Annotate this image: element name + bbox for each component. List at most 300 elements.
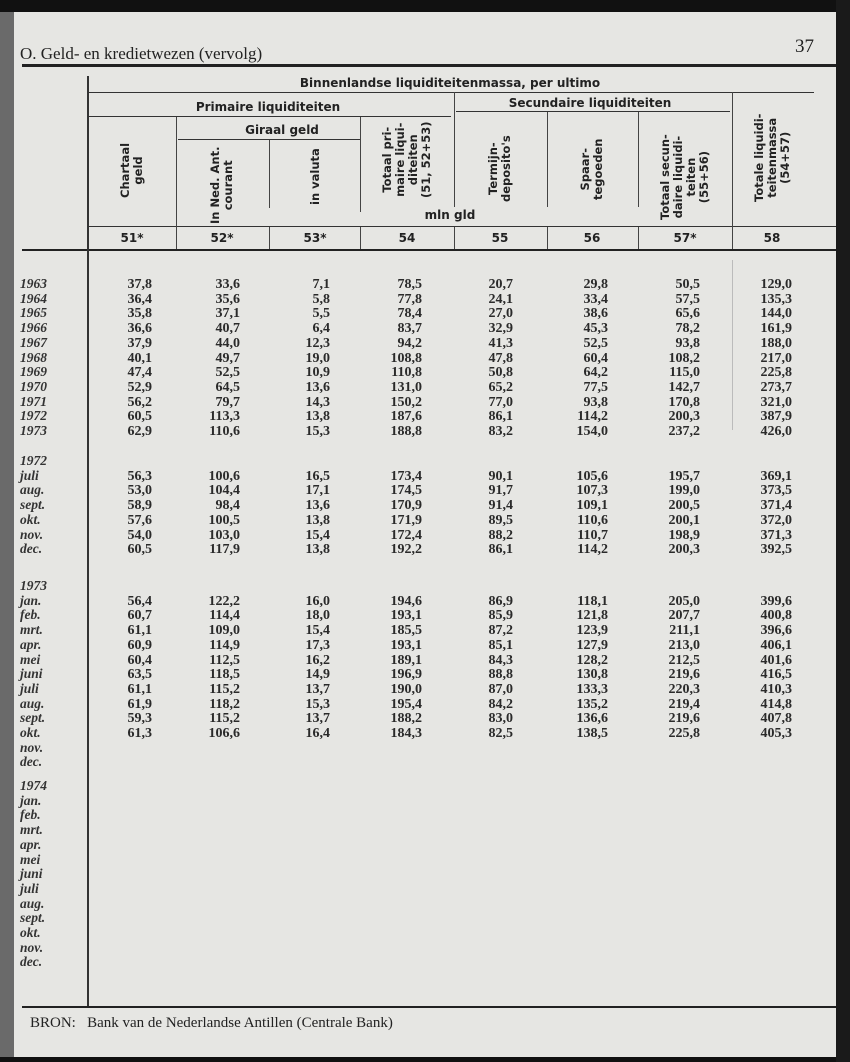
- cell-col-56: 110,7: [577, 527, 608, 543]
- cell-col-53: 13,6: [305, 498, 330, 514]
- cell-col-56: 128,2: [576, 652, 608, 668]
- cell-col-56: 33,4: [583, 291, 608, 307]
- cell-col-53: 5,8: [312, 291, 330, 307]
- cell-col-51: 37,8: [127, 277, 152, 292]
- row-label: mei: [20, 651, 41, 667]
- cell-col-56: 45,3: [583, 321, 608, 337]
- cell-col-55: 83,0: [488, 711, 513, 727]
- rule-under-primary: [88, 116, 451, 117]
- cell-col-58: 161,9: [760, 321, 792, 337]
- cell-col-52: 115,2: [209, 681, 240, 697]
- cell-col-55: 86,1: [488, 542, 513, 558]
- cell-col-58: 414,8: [760, 696, 792, 712]
- row-label: dec.: [20, 954, 43, 970]
- cell-col-57: 198,9: [668, 527, 700, 543]
- cell-col-55: 91,4: [488, 498, 513, 514]
- column-header-58: Totale liquidi- teitenmassa (54+57): [751, 113, 792, 202]
- top-rule: [22, 64, 836, 67]
- cell-col-51: 47,4: [127, 365, 152, 381]
- cell-col-54: 150,2: [390, 394, 422, 410]
- cell-col-56: 60,4: [583, 350, 608, 366]
- cell-col-51: 61,9: [127, 696, 152, 712]
- page-edge-shadow: [836, 0, 850, 1062]
- cell-col-56: 107,3: [576, 483, 608, 499]
- cell-col-53: 5,5: [312, 306, 330, 322]
- row-label: dec.: [20, 541, 43, 557]
- cell-col-56: 38,6: [583, 306, 608, 322]
- cell-col-52: 64,5: [215, 379, 240, 395]
- cell-col-55: 82,5: [488, 726, 513, 741]
- cell-col-53: 16,5: [305, 468, 330, 484]
- cell-col-51: 54,0: [127, 527, 152, 543]
- cell-col-57: 212,5: [668, 652, 700, 668]
- cell-col-51: 62,9: [127, 424, 152, 439]
- cell-col-52: 106,6: [208, 726, 240, 741]
- cell-col-54: 110,8: [391, 365, 422, 381]
- cell-col-52: 118,5: [209, 667, 240, 683]
- cell-col-57: 108,2: [668, 350, 700, 366]
- cell-col-56: 110,6: [577, 512, 608, 528]
- cell-col-55: 90,1: [488, 468, 513, 484]
- column-number: 56: [583, 231, 601, 245]
- cell-col-53: 13,8: [305, 512, 330, 528]
- cell-col-57: 205,0: [668, 593, 700, 609]
- cell-col-55: 83,2: [488, 424, 513, 439]
- source-note: [30, 1015, 393, 1032]
- row-label: juli: [20, 880, 39, 896]
- cell-col-55: 77,0: [488, 394, 513, 410]
- cell-col-54: 192,2: [390, 542, 422, 558]
- cell-col-53: 15,4: [305, 527, 330, 543]
- cell-col-51: 58,9: [127, 498, 152, 514]
- cell-col-57: 78,2: [675, 321, 700, 337]
- column-header-55: Termijn- deposito's: [486, 135, 513, 202]
- cell-col-57: 200,3: [668, 409, 700, 425]
- cell-col-58: 373,5: [760, 483, 792, 499]
- cell-col-52: 49,7: [215, 350, 240, 366]
- col-divider: [454, 227, 455, 249]
- col-divider: [360, 117, 361, 212]
- col-divider: [269, 140, 270, 208]
- row-label: 1970: [20, 378, 47, 394]
- cell-col-52: 44,0: [215, 335, 240, 351]
- cell-col-54: 187,6: [390, 409, 422, 425]
- source-label: BRON:: [30, 1015, 76, 1031]
- cell-col-57: 115,0: [669, 365, 700, 381]
- cell-col-52: 79,7: [215, 394, 240, 410]
- cell-col-51: 57,6: [127, 512, 152, 528]
- cell-col-56: 133,3: [576, 681, 608, 697]
- cell-col-55: 50,8: [488, 365, 513, 381]
- row-label: jan.: [20, 592, 42, 608]
- cell-col-57: 50,5: [675, 277, 700, 292]
- cell-col-51: 60,9: [127, 637, 152, 653]
- cell-col-54: 94,2: [397, 335, 422, 351]
- cell-col-55: 89,5: [488, 512, 513, 528]
- col-divider: [732, 92, 733, 249]
- cell-col-51: 36,4: [127, 291, 152, 307]
- row-label: dec.: [20, 754, 43, 770]
- column-header-51: Chartaal geld: [118, 142, 145, 198]
- cell-col-54: 196,9: [390, 667, 422, 683]
- cell-col-53: 14,9: [305, 667, 330, 683]
- cell-col-53: 13,7: [305, 681, 330, 697]
- cell-col-54: 190,0: [390, 681, 422, 697]
- cell-col-56: 118,1: [577, 593, 608, 609]
- cell-col-57: 199,0: [668, 483, 700, 499]
- cell-col-51: 60,5: [127, 542, 152, 558]
- cell-col-55: 47,8: [488, 350, 513, 366]
- cell-col-54: 172,4: [390, 527, 422, 543]
- cell-col-56: 121,8: [576, 608, 608, 624]
- cell-col-57: 225,8: [668, 726, 700, 741]
- cell-col-55: 85,9: [488, 608, 513, 624]
- cell-col-51: 53,0: [127, 483, 152, 499]
- rule-under-super-header: [88, 92, 814, 93]
- row-label: sept.: [20, 497, 46, 513]
- cell-col-51: 60,7: [127, 608, 152, 624]
- col-divider: [547, 112, 548, 207]
- row-label: mrt.: [20, 822, 43, 838]
- cell-col-55: 32,9: [488, 321, 513, 337]
- row-label: jan.: [20, 792, 42, 808]
- cell-col-53: 15,3: [305, 696, 330, 712]
- cell-col-58: 225,8: [760, 365, 792, 381]
- cell-col-56: 93,8: [583, 394, 608, 410]
- cell-col-56: 105,6: [576, 468, 608, 484]
- cell-col-55: 91,7: [488, 483, 513, 499]
- cell-col-58: 410,3: [760, 681, 792, 697]
- cell-col-52: 112,5: [209, 652, 240, 668]
- cell-col-52: 122,2: [208, 593, 240, 609]
- cell-col-54: 78,4: [397, 306, 422, 322]
- cell-col-58: 129,0: [760, 277, 792, 292]
- cell-col-56: 127,9: [576, 637, 608, 653]
- cell-col-53: 16,4: [305, 726, 330, 741]
- cell-col-51: 59,3: [127, 711, 152, 727]
- row-label: apr.: [20, 836, 42, 852]
- row-label: juni: [20, 866, 43, 882]
- row-label: feb.: [20, 807, 41, 823]
- cell-col-53: 19,0: [305, 350, 330, 366]
- cell-col-54: 184,3: [390, 726, 422, 741]
- cell-col-51: 52,9: [127, 379, 152, 395]
- cell-col-58: 371,3: [760, 527, 792, 543]
- cell-col-57: 170,8: [668, 394, 700, 410]
- cell-col-53: 14,3: [305, 394, 330, 410]
- cell-col-54: 188,8: [390, 424, 422, 439]
- row-label: apr.: [20, 636, 42, 652]
- row-label: okt.: [20, 925, 41, 940]
- cell-col-56: 135,2: [576, 696, 608, 712]
- cell-col-55: 41,3: [488, 335, 513, 351]
- cell-col-52: 98,4: [215, 498, 240, 514]
- cell-col-51: 60,4: [127, 652, 152, 668]
- row-label: juli: [20, 680, 39, 696]
- row-label: feb.: [20, 607, 41, 623]
- cell-col-55: 24,1: [488, 291, 513, 307]
- row-label: sept.: [20, 910, 46, 926]
- cell-col-57: 57,5: [675, 291, 700, 307]
- row-label: 1966: [20, 320, 47, 336]
- cell-col-53: 15,3: [305, 424, 330, 439]
- cell-col-56: 52,5: [583, 335, 608, 351]
- cell-col-54: 171,9: [390, 512, 422, 528]
- cell-col-57: 211,1: [669, 623, 700, 639]
- cell-col-51: 61,1: [127, 623, 152, 639]
- cell-col-54: 131,0: [390, 379, 422, 395]
- cell-col-54: 83,7: [397, 321, 422, 337]
- cell-col-57: 65,6: [675, 306, 700, 322]
- cell-col-54: 188,2: [390, 711, 422, 727]
- cell-col-51: 61,1: [127, 681, 152, 697]
- block-year-label: 1973: [20, 578, 47, 593]
- cell-col-55: 65,2: [488, 379, 513, 395]
- col-divider: [454, 92, 455, 207]
- row-label: aug.: [20, 695, 45, 711]
- cell-col-53: 7,1: [312, 277, 330, 292]
- column-number: 52*: [210, 231, 234, 245]
- cell-col-52: 52,5: [215, 365, 240, 381]
- cell-col-53: 17,3: [305, 637, 330, 653]
- cell-col-52: 109,0: [208, 623, 240, 639]
- cell-col-55: 84,3: [488, 652, 513, 668]
- column-header-54: Totaal pri- maire liqui- diteiten (51, 52+53): [380, 121, 433, 198]
- cell-col-51: 35,8: [127, 306, 152, 322]
- row-label: okt.: [20, 511, 41, 527]
- row-label: nov.: [20, 526, 44, 542]
- secondary-group-header: Secundaire liquiditeiten: [508, 96, 672, 110]
- cell-col-58: 321,0: [760, 394, 792, 410]
- cell-col-58: 188,0: [760, 335, 792, 351]
- row-label: 1971: [20, 393, 47, 409]
- column-header-52: In Ned. Ant. courant: [208, 146, 235, 224]
- cell-col-58: 135,3: [760, 291, 792, 307]
- column-number: 58: [763, 231, 781, 245]
- cell-col-58: 416,5: [760, 667, 792, 683]
- cell-col-54: 108,8: [390, 350, 422, 366]
- cell-col-58: 371,4: [760, 498, 792, 514]
- col-divider: [638, 112, 639, 207]
- cell-col-58: 401,6: [760, 652, 792, 668]
- cell-col-58: 405,3: [760, 726, 792, 741]
- cell-col-52: 37,1: [215, 306, 240, 322]
- cell-col-53: 13,6: [305, 379, 330, 395]
- cell-col-55: 86,9: [488, 593, 513, 609]
- cell-col-52: 103,0: [208, 527, 240, 543]
- cell-col-52: 104,4: [208, 483, 240, 499]
- cell-col-53: 12,3: [305, 335, 330, 351]
- cell-col-52: 113,3: [209, 409, 240, 425]
- cell-col-53: 13,8: [305, 409, 330, 425]
- cell-col-51: 63,5: [127, 667, 152, 683]
- cell-col-55: 87,0: [488, 681, 513, 697]
- row-label: nov.: [20, 939, 44, 955]
- cell-col-58: 369,1: [760, 468, 792, 484]
- cell-col-55: 85,1: [488, 637, 513, 653]
- row-label: 1969: [20, 364, 47, 380]
- primary-group-header: Primaire liquiditeiten: [195, 100, 341, 114]
- row-label: 1972: [20, 408, 47, 424]
- column-number: 53*: [303, 231, 327, 245]
- cell-col-53: 10,9: [305, 365, 330, 381]
- cell-col-51: 61,3: [127, 726, 152, 741]
- cell-col-51: 60,5: [127, 409, 152, 425]
- cell-col-54: 185,5: [390, 623, 422, 639]
- cell-col-58: 217,0: [760, 350, 792, 366]
- column-number: 51*: [120, 231, 144, 245]
- row-label: 1968: [20, 349, 47, 365]
- cell-col-57: 237,2: [668, 424, 700, 439]
- bottom-rule: [22, 1006, 836, 1008]
- cell-col-51: 56,2: [127, 394, 152, 410]
- row-label: 1973: [20, 423, 47, 438]
- cell-col-51: 56,3: [127, 468, 152, 484]
- cell-col-55: 86,1: [488, 409, 513, 425]
- row-label: aug.: [20, 895, 45, 911]
- cell-col-57: 213,0: [668, 637, 700, 653]
- cell-col-58: 392,5: [760, 542, 792, 558]
- cell-col-54: 77,8: [397, 291, 422, 307]
- row-label: nov.: [20, 739, 44, 755]
- cell-col-58: 144,0: [760, 306, 792, 322]
- cell-col-56: 136,6: [576, 711, 608, 727]
- cell-col-53: 16,0: [305, 593, 330, 609]
- cell-col-57: 219,6: [668, 711, 700, 727]
- rule-below-colnums: [22, 249, 836, 251]
- cell-col-57: 207,7: [668, 608, 700, 624]
- cell-col-53: 17,1: [305, 483, 330, 499]
- col-divider: [360, 227, 361, 249]
- cell-col-54: 193,1: [390, 608, 422, 624]
- cell-col-57: 200,1: [668, 512, 700, 528]
- row-label: juni: [20, 666, 43, 682]
- cell-col-55: 88,2: [488, 527, 513, 543]
- page-number: 37: [795, 36, 814, 57]
- cell-col-53: 13,8: [305, 542, 330, 558]
- rule-under-secondary: [456, 111, 730, 112]
- cell-col-54: 189,1: [390, 652, 422, 668]
- column-header-57: Totaal secun- daire liquidi- teiten (55+56): [658, 134, 711, 220]
- cell-col-58: 396,6: [760, 623, 792, 639]
- cell-col-52: 110,6: [209, 424, 240, 439]
- row-label: 1965: [20, 305, 47, 321]
- super-header: Binnenlandse liquiditeitenmassa, per ultimo: [299, 76, 601, 90]
- cell-col-53: 18,0: [305, 608, 330, 624]
- cell-col-56: 77,5: [583, 379, 608, 395]
- rule-above-colnums: [88, 226, 836, 227]
- cell-col-51: 36,6: [127, 321, 152, 337]
- cell-col-55: 20,7: [488, 277, 513, 292]
- row-label: 1964: [20, 290, 47, 306]
- cell-col-52: 35,6: [215, 291, 240, 307]
- cell-col-54: 194,6: [390, 593, 422, 609]
- row-label: mei: [20, 851, 41, 867]
- cell-col-56: 114,2: [577, 409, 608, 425]
- cell-col-52: 118,2: [209, 696, 240, 712]
- block-year-label: 1974: [20, 778, 47, 793]
- cell-col-52: 100,5: [208, 512, 240, 528]
- source-text: Bank van de Nederlandse Antillen (Centrale Bank): [87, 1015, 393, 1031]
- cell-col-56: 109,1: [576, 498, 608, 514]
- row-label: sept.: [20, 710, 46, 726]
- cell-col-57: 200,3: [668, 542, 700, 558]
- cell-col-57: 219,6: [668, 667, 700, 683]
- column-number: 57*: [673, 231, 697, 245]
- cell-col-51: 40,1: [127, 350, 152, 366]
- cell-col-58: 372,0: [760, 512, 792, 528]
- cell-col-57: 93,8: [675, 335, 700, 351]
- cell-col-58: 406,1: [760, 637, 792, 653]
- cell-col-56: 29,8: [583, 277, 608, 292]
- row-label: mrt.: [20, 622, 43, 638]
- cell-col-54: 195,4: [390, 696, 422, 712]
- cell-col-52: 33,6: [215, 277, 240, 292]
- cell-col-56: 123,9: [576, 623, 608, 639]
- cell-col-56: 64,2: [583, 365, 608, 381]
- cell-col-54: 170,9: [390, 498, 422, 514]
- cell-col-52: 114,4: [209, 608, 240, 624]
- column-header-53: in valuta: [307, 148, 322, 205]
- cell-col-52: 100,6: [208, 468, 240, 484]
- adjacent-page-edge: [0, 12, 14, 1057]
- unit-label: mln gld: [424, 208, 476, 222]
- cell-col-58: 407,8: [760, 711, 792, 727]
- cell-col-56: 154,0: [576, 424, 608, 439]
- col-divider: [176, 117, 177, 249]
- cell-col-56: 130,8: [576, 667, 608, 683]
- cell-col-57: 195,7: [668, 468, 700, 484]
- cell-col-56: 138,5: [576, 726, 608, 741]
- cell-col-54: 78,5: [397, 277, 422, 292]
- cell-col-55: 88,8: [488, 667, 513, 683]
- row-label: 1963: [20, 276, 47, 291]
- cell-col-51: 56,4: [127, 593, 152, 609]
- cell-col-55: 27,0: [488, 306, 513, 322]
- row-label: 1967: [20, 334, 47, 350]
- cell-col-54: 173,4: [390, 468, 422, 484]
- cell-col-57: 142,7: [668, 379, 700, 395]
- cell-col-52: 114,9: [209, 637, 240, 653]
- cell-col-58: 426,0: [760, 424, 792, 439]
- column-number: 54: [398, 231, 416, 245]
- col-divider: [638, 227, 639, 249]
- cell-col-53: 15,4: [305, 623, 330, 639]
- cell-col-54: 174,5: [390, 483, 422, 499]
- column-header-56: Spaar- tegoeden: [578, 138, 605, 200]
- cell-col-58: 387,9: [760, 409, 792, 425]
- col-divider: [547, 227, 548, 249]
- cell-col-53: 13,7: [305, 711, 330, 727]
- cell-col-57: 219,4: [668, 696, 700, 712]
- cell-col-51: 37,9: [127, 335, 152, 351]
- column-number: 55: [491, 231, 509, 245]
- section-title: O. Geld- en kredietwezen (vervolg): [20, 44, 263, 63]
- cell-col-57: 220,3: [668, 681, 700, 697]
- cell-col-57: 200,5: [668, 498, 700, 514]
- cell-col-52: 40,7: [215, 321, 240, 337]
- cell-col-55: 87,2: [488, 623, 513, 639]
- cell-col-52: 115,2: [209, 711, 240, 727]
- giraal-subheader: Giraal geld: [245, 123, 319, 137]
- col-divider: [269, 227, 270, 249]
- row-label: juli: [20, 467, 39, 483]
- cell-col-58: 400,8: [760, 608, 792, 624]
- cell-col-58: 273,7: [760, 379, 792, 395]
- cell-col-58: 399,6: [760, 593, 792, 609]
- cell-col-54: 193,1: [390, 637, 422, 653]
- block-year-label: 1972: [20, 453, 47, 468]
